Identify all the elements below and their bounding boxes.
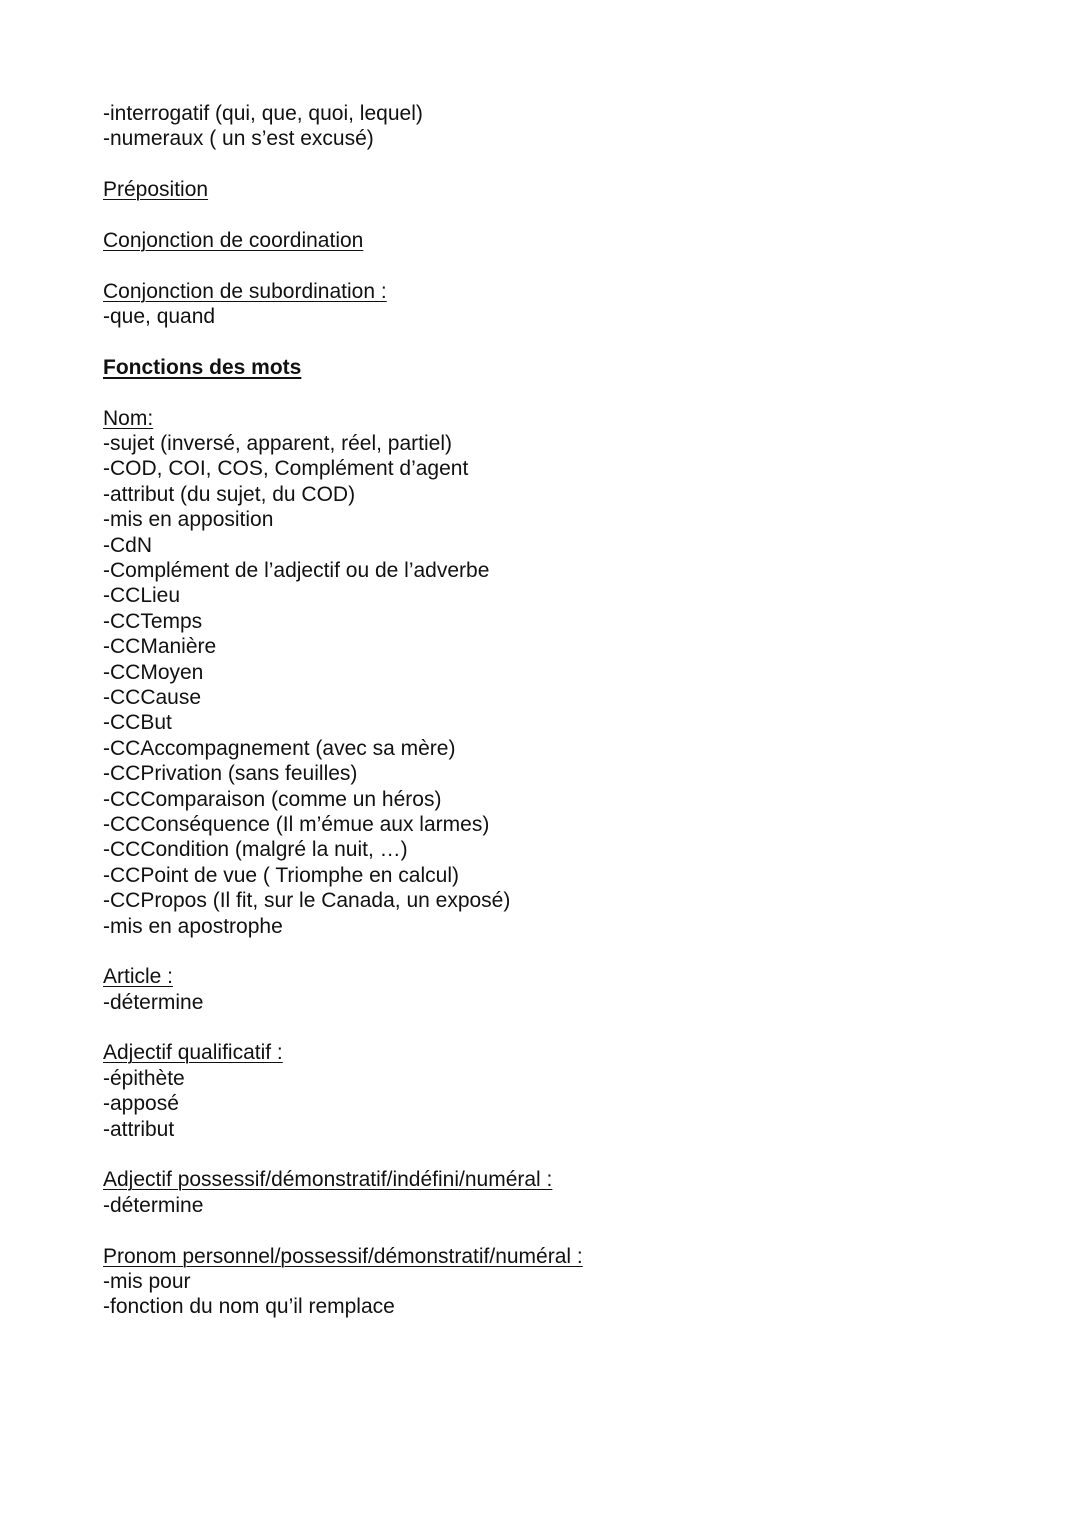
- nom-item: -CCTemps: [103, 609, 203, 633]
- pronom-item: -fonction du nom qu’il remplace: [103, 1295, 395, 1319]
- nom-item: -sujet (inversé, apparent, réel, partiel): [103, 432, 452, 456]
- intro-line-numeraux: -numeraux ( un s’est excusé): [103, 127, 374, 151]
- pronom-heading: Pronom personnel/possessif/démonstratif/numéral :: [103, 1244, 583, 1268]
- spacer: [103, 380, 1003, 405]
- nom-item: -mis en apposition: [103, 508, 274, 532]
- spacer: [103, 1015, 1003, 1040]
- coordination-heading: Conjonction de coordination: [103, 228, 364, 252]
- nom-item: -CCCondition (malgré la nuit, …): [103, 838, 408, 862]
- adjectif-qualificatif-item: -épithète: [103, 1066, 185, 1090]
- nom-item: -CCPoint de vue ( Triomphe en calcul): [103, 863, 459, 887]
- document-page: [103, 101, 1003, 1320]
- spacer: [103, 1218, 1003, 1243]
- adjectif-determinant-item: -détermine: [103, 1193, 204, 1217]
- nom-item: -Complément de l’adjectif ou de l’adverbe: [103, 559, 490, 583]
- fonctions-title: Fonctions des mots: [103, 355, 302, 379]
- article-heading: Article :: [103, 965, 174, 989]
- nom-item: -CCPropos (Il fit, sur le Canada, un exposé): [103, 889, 511, 913]
- subordination-item: -que, quand: [103, 305, 216, 329]
- adjectif-qualificatif-heading: Adjectif qualificatif :: [103, 1041, 283, 1065]
- spacer: [103, 152, 1003, 177]
- nom-item: -CCBut: [103, 711, 172, 735]
- intro-line-interrogatif: -interrogatif (qui, que, quoi, lequel): [103, 102, 423, 125]
- nom-heading: Nom:: [103, 406, 154, 430]
- spacer: [103, 253, 1003, 278]
- adjectif-qualificatif-item: -attribut: [103, 1117, 175, 1141]
- nom-item: -CCLieu: [103, 584, 181, 608]
- adjectif-qualificatif-item: -apposé: [103, 1092, 179, 1116]
- nom-item: -COD, COI, COS, Complément d’agent: [103, 457, 469, 481]
- nom-item: -CCConséquence (Il m’émue aux larmes): [103, 812, 490, 836]
- nom-item: -attribut (du sujet, du COD): [103, 482, 356, 506]
- nom-item: -CCComparaison (comme un héros): [103, 787, 442, 811]
- nom-item: -CCAccompagnement (avec sa mère): [103, 736, 456, 760]
- preposition-heading: Préposition: [103, 178, 209, 202]
- nom-item: -CdN: [103, 533, 153, 557]
- subordination-heading: Conjonction de subordination :: [103, 279, 387, 303]
- spacer: [103, 1142, 1003, 1167]
- pronom-item: -mis pour: [103, 1269, 191, 1293]
- spacer: [103, 939, 1003, 964]
- nom-item: -CCCause: [103, 685, 202, 709]
- adjectif-determinant-heading: Adjectif possessif/démonstratif/indéfini/numéral :: [103, 1168, 553, 1192]
- spacer: [103, 203, 1003, 228]
- nom-item: -CCPrivation (sans feuilles): [103, 762, 358, 786]
- nom-item: -CCMoyen: [103, 660, 204, 684]
- article-item: -détermine: [103, 990, 204, 1014]
- nom-item: -mis en apostrophe: [103, 914, 283, 938]
- nom-item: -CCManière: [103, 635, 217, 659]
- spacer: [103, 330, 1003, 355]
